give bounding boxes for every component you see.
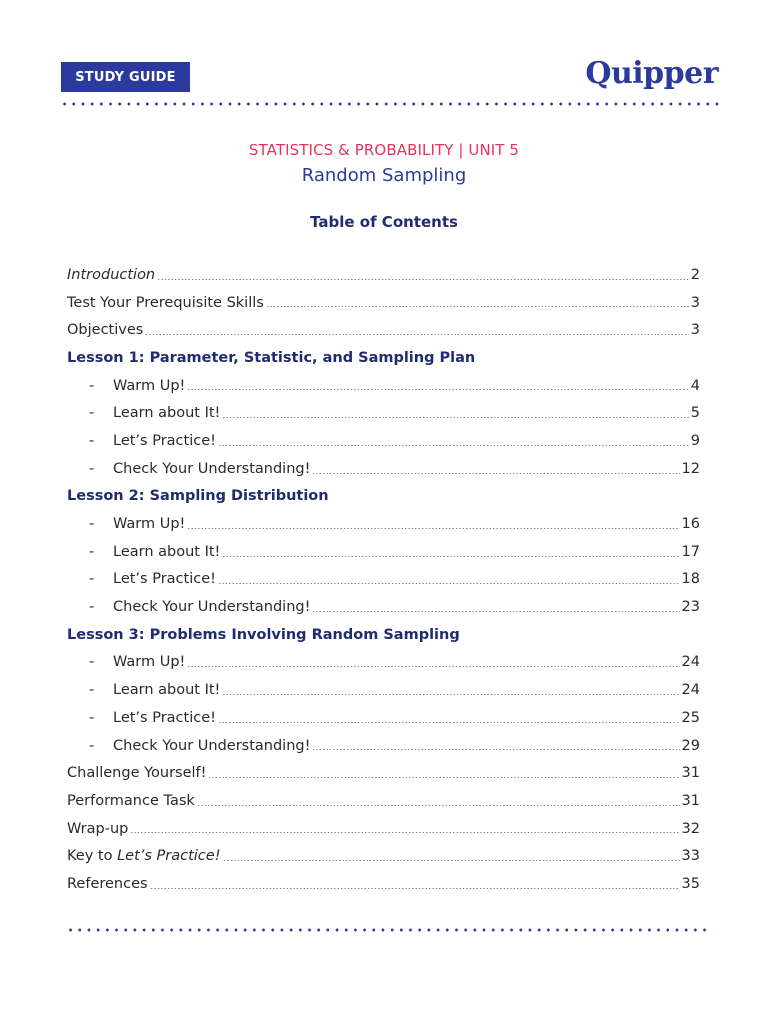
dot-leader xyxy=(218,722,680,723)
quipper-logo: Quipper xyxy=(585,56,718,91)
dot-leader xyxy=(187,666,679,667)
toc-entry-label: Introduction xyxy=(67,266,156,283)
toc-entry-page: 32 xyxy=(681,820,700,837)
table-of-contents xyxy=(67,261,700,898)
list-dash: - xyxy=(89,682,95,699)
toc-entry-challenge-yourself[interactable] xyxy=(67,759,700,787)
dot-leader xyxy=(187,389,688,390)
toc-entry-page: 23 xyxy=(681,599,700,616)
toc-entry-label: Performance Task xyxy=(67,792,195,809)
list-dash: - xyxy=(89,654,95,671)
toc-lesson-title: Lesson 1: Parameter, Statistic, and Sampling Plan xyxy=(67,349,476,366)
list-dash: - xyxy=(89,709,95,726)
dot-leader xyxy=(218,445,689,446)
toc-entry-label: References xyxy=(67,875,148,892)
toc-entry-page: 24 xyxy=(681,682,700,699)
dot-leader xyxy=(222,417,688,418)
study-guide-badge: STUDY GUIDE xyxy=(61,62,190,92)
list-dash: - xyxy=(89,432,95,449)
toc-subentry[interactable] xyxy=(67,732,700,760)
toc-entry-label: Wrap-up xyxy=(67,820,129,837)
list-dash: - xyxy=(89,737,95,754)
dot-leader xyxy=(130,832,679,833)
key-prefix: Key to xyxy=(67,848,118,865)
dot-leader xyxy=(145,334,688,335)
header-dotted-divider xyxy=(60,102,720,106)
toc-entry-page: 18 xyxy=(681,571,700,588)
toc-entry-label: Check Your Understanding! xyxy=(113,737,311,754)
toc-subentry[interactable] xyxy=(67,510,700,538)
toc-entry-label: Challenge Yourself! xyxy=(67,765,207,782)
list-dash: - xyxy=(89,599,95,616)
toc-subentry[interactable] xyxy=(67,427,700,455)
toc-entry-page: 24 xyxy=(681,654,700,671)
list-dash: - xyxy=(89,377,95,394)
toc-subentry[interactable] xyxy=(67,593,700,621)
list-dash: - xyxy=(89,571,95,588)
toc-lesson-title: Lesson 3: Problems Involving Random Sampling xyxy=(67,626,460,643)
dot-leader xyxy=(222,556,679,557)
toc-entry-page: 9 xyxy=(690,432,700,449)
toc-entry-page: 31 xyxy=(681,765,700,782)
toc-entry-label: Warm Up! xyxy=(113,377,186,394)
toc-entry-page: 3 xyxy=(690,322,700,339)
toc-entry-page: 29 xyxy=(681,737,700,754)
toc-entry-prerequisite-skills[interactable] xyxy=(67,289,700,317)
dot-leader xyxy=(218,583,680,584)
dot-leader xyxy=(197,805,680,806)
toc-subentry[interactable] xyxy=(67,676,700,704)
toc-entry-label xyxy=(67,848,221,864)
toc-entry-page: 3 xyxy=(690,294,700,311)
list-dash: - xyxy=(89,405,95,422)
toc-entry-page: 25 xyxy=(681,709,700,726)
toc-entry-page: 31 xyxy=(681,792,700,809)
toc-subentry[interactable] xyxy=(67,372,700,400)
toc-entry-introduction[interactable] xyxy=(67,261,700,289)
toc-entry-label: Objectives xyxy=(67,322,144,339)
toc-entry-label: Warm Up! xyxy=(113,516,186,533)
subject-unit-label: STATISTICS & PROBABILITY | UNIT 5 xyxy=(248,141,520,159)
toc-entry-page: 16 xyxy=(681,516,700,533)
toc-subentry[interactable] xyxy=(67,455,700,483)
dot-leader xyxy=(223,860,680,861)
toc-subentry[interactable] xyxy=(67,649,700,677)
toc-subentry[interactable] xyxy=(67,399,700,427)
toc-entry-label: Check Your Understanding! xyxy=(113,599,311,616)
toc-entry-page: 5 xyxy=(690,405,700,422)
toc-lesson-1-heading[interactable] xyxy=(67,344,700,372)
dot-leader xyxy=(312,611,679,612)
dot-leader xyxy=(312,473,679,474)
dot-leader xyxy=(187,528,679,529)
toc-entry-page: 12 xyxy=(681,460,700,477)
toc-subentry[interactable] xyxy=(67,538,700,566)
toc-subentry[interactable] xyxy=(67,704,700,732)
toc-entry-objectives[interactable] xyxy=(67,316,700,344)
toc-lesson-title: Lesson 2: Sampling Distribution xyxy=(67,488,329,505)
dot-leader xyxy=(208,777,679,778)
list-dash: - xyxy=(89,516,95,533)
toc-entry-page: 2 xyxy=(690,266,700,283)
toc-entry-label: Learn about It! xyxy=(113,543,221,560)
toc-entry-label: Let’s Practice! xyxy=(113,571,216,588)
dot-leader xyxy=(157,279,689,280)
footer-dotted-divider xyxy=(66,928,712,932)
toc-entry-performance-task[interactable] xyxy=(67,787,700,815)
toc-entry-label: Test Your Prerequisite Skills xyxy=(67,294,264,311)
toc-entry-references[interactable] xyxy=(67,870,700,898)
dot-leader xyxy=(312,749,679,750)
toc-entry-wrap-up[interactable] xyxy=(67,815,700,843)
list-dash: - xyxy=(89,543,95,560)
toc-heading: Table of Contents xyxy=(310,213,458,231)
toc-entry-page: 17 xyxy=(681,543,700,560)
dot-leader xyxy=(222,694,679,695)
toc-entry-page: 4 xyxy=(690,377,700,394)
toc-entry-key-to-practice[interactable] xyxy=(67,842,700,870)
dot-leader xyxy=(266,306,689,307)
toc-lesson-3-heading[interactable] xyxy=(67,621,700,649)
toc-entry-label: Let’s Practice! xyxy=(113,709,216,726)
toc-subentry[interactable] xyxy=(67,566,700,594)
toc-entry-label: Warm Up! xyxy=(113,654,186,671)
key-italic-title: Let’s Practice! xyxy=(117,848,221,865)
unit-title: Random Sampling xyxy=(301,165,467,186)
list-dash: - xyxy=(89,460,95,477)
toc-entry-label: Learn about It! xyxy=(113,682,221,699)
toc-entry-page: 33 xyxy=(681,848,700,865)
dot-leader xyxy=(150,888,680,889)
toc-entry-label: Let’s Practice! xyxy=(113,432,216,449)
toc-entry-label: Learn about It! xyxy=(113,405,221,422)
toc-entry-page: 35 xyxy=(681,875,700,892)
toc-entry-label: Check Your Understanding! xyxy=(113,460,311,477)
toc-lesson-2-heading[interactable] xyxy=(67,483,700,511)
